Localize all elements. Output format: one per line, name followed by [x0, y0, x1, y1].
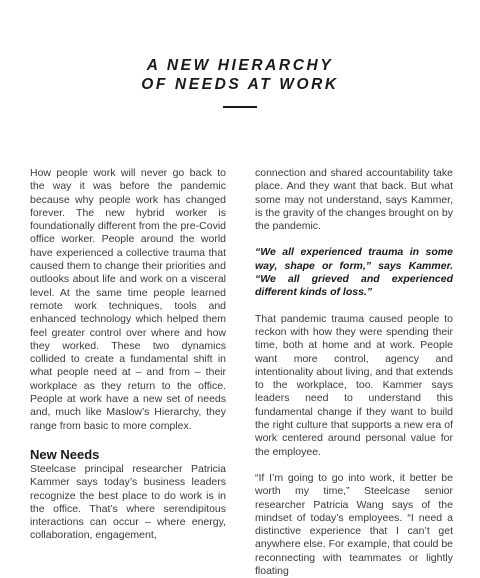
body-paragraph-wang: “If I’m going to go into work, it better be worth my time,” Steelcase senior researcher Patricia Wang says of the mindset of today’s employees. “I need a distinctive experience that I can’t get anywhere else. For example, that could be reconnecting with teammates or lightly floating [255, 471, 453, 578]
body-paragraph-intro: How people work will never go back to the way it was before the pandemic because why people work has changed forever. The new hybrid worker is foundationally different from the pre-Covid office worker. People around the world have experienced a collective trauma that caused them to change their priorities and outlooks about life and work on a visceral level. At the same time people learned remote work techniques, tools and enhanced technology which helped them feel greater control over where and how they worked. These two dynamics collided to create a fundamental shift in what people need at – and from – their workplace as they return to the office. People at work have a new set of needs and, much like Maslow’s Hierarchy, they range from basic to more complex. [30, 167, 226, 432]
page-title-line-1: A NEW HIERARCHY [146, 57, 334, 74]
pull-quote: “We all experienced trauma in some way, shape or form,” says Kammer. “We all grieved and experienced different kinds of loss.” [255, 246, 453, 299]
title-divider [223, 106, 257, 108]
body-paragraph-kammer: Steelcase principal researcher Patricia Kammer says today’s business leaders recognize the best place to do work is in the office. That’s where serendipitous interactions can occur – where energy, collaboration, engagement, [30, 462, 226, 542]
article-header [0, 56, 480, 108]
section-heading: New Needs [30, 446, 100, 462]
right-column [255, 167, 453, 578]
body-paragraph-continuation: connection and shared accountability take place. And they want that back. But what some may not understand, says Kammer, is the gravity of the changes brought on by the pandemic. [255, 167, 453, 233]
left-column [30, 167, 226, 543]
body-paragraph-trauma: That pandemic trauma caused people to reckon with how they were spending their time, both at home and at work. People want more control, agency and intentionality about living, and that extends to the workplace, too. Kammer says leaders need to understand this fundamental change if they want to build the right culture that supports a new era of work centered around personal value for the employee. [255, 312, 453, 458]
page-title-line-2: OF NEEDS AT WORK [141, 76, 339, 93]
